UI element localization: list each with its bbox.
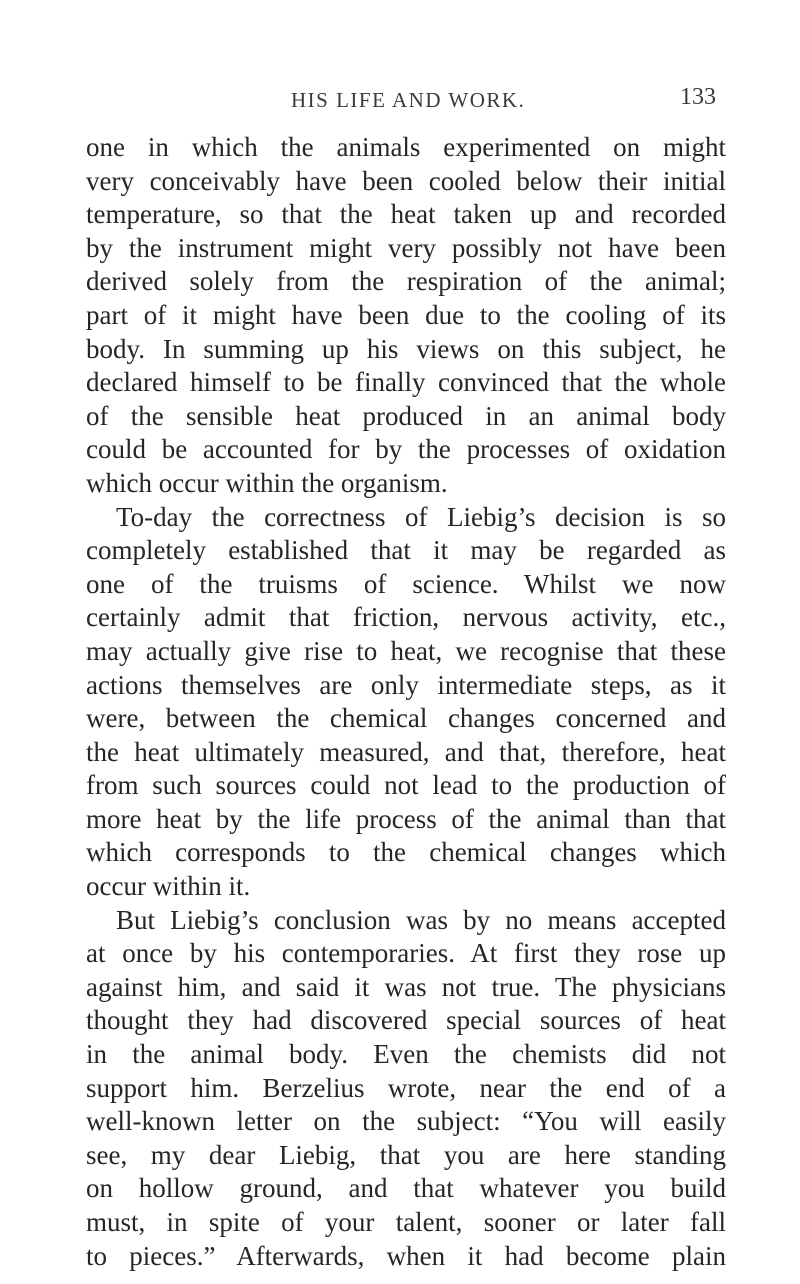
text-line: to pieces.” Afterwards, when it had become plain [86, 1240, 726, 1271]
text-line: completely established that it may be regarded as [86, 535, 726, 566]
paragraph-start-line: To-day the correctness of Liebig’s decision is so [116, 501, 726, 532]
text-line: by the instrument might very possibly not have been [86, 232, 726, 263]
text-line: very conceivably have been cooled below their initial [86, 165, 726, 196]
text-line: could be accounted for by the processes of oxidation [86, 434, 726, 465]
text-line: support him. Berzelius wrote, near the end of a [86, 1072, 726, 1103]
text-line: part of it might have been due to the cooling of its [86, 299, 726, 330]
paragraph-end-line: occur within it. [86, 871, 251, 902]
text-line: from such sources could not lead to the production of [86, 770, 726, 801]
text-line: more heat by the life process of the animal than that [86, 803, 726, 834]
page-number: 133 [680, 84, 716, 110]
text-line: well-known letter on the subject: “You will easily [86, 1106, 726, 1137]
text-line: must, in spite of your talent, sooner or later fall [86, 1207, 726, 1237]
text-line: see, my dear Liebig, that you are here standing [86, 1139, 726, 1170]
text-line: one in which the animals experimented on might [86, 132, 726, 162]
text-line: derived solely from the respiration of the animal; [86, 266, 726, 297]
text-line: one of the truisms of science. Whilst we now [86, 568, 726, 599]
text-line: in the animal body. Even the chemists did not [86, 1039, 726, 1070]
text-line: of the sensible heat produced in an animal body [86, 400, 726, 431]
text-line: on hollow ground, and that whatever you build [86, 1173, 726, 1204]
text-line: thought they had discovered special sources of heat [86, 1005, 726, 1036]
text-line: certainly admit that friction, nervous activity, etc., [86, 602, 726, 633]
text-line: temperature, so that the heat taken up and recorded [86, 199, 726, 230]
text-line: body. In summing up his views on this subject, he [86, 333, 726, 364]
text-line: at once by his contemporaries. At first they rose up [86, 938, 726, 969]
body-text [86, 131, 726, 1273]
text-line: may actually give rise to heat, we recognise that these [86, 635, 726, 666]
text-line: actions themselves are only intermediate steps, as it [86, 669, 726, 700]
text-line: which corresponds to the chemical changes which [86, 837, 726, 868]
text-line: declared himself to be finally convinced that the whole [86, 367, 726, 398]
paragraph-start-line: But Liebig’s conclusion was by no means accepted [116, 904, 726, 935]
text-line: against him, and said it was not true. The physicians [86, 971, 726, 1002]
text-line: the heat ultimately measured, and that, therefore, heat [86, 736, 726, 767]
text-line: were, between the chemical changes concerned and [86, 703, 726, 734]
paragraph-end-line: which occur within the organism. [86, 467, 448, 498]
running-head: HIS LIFE AND WORK. [291, 88, 526, 112]
